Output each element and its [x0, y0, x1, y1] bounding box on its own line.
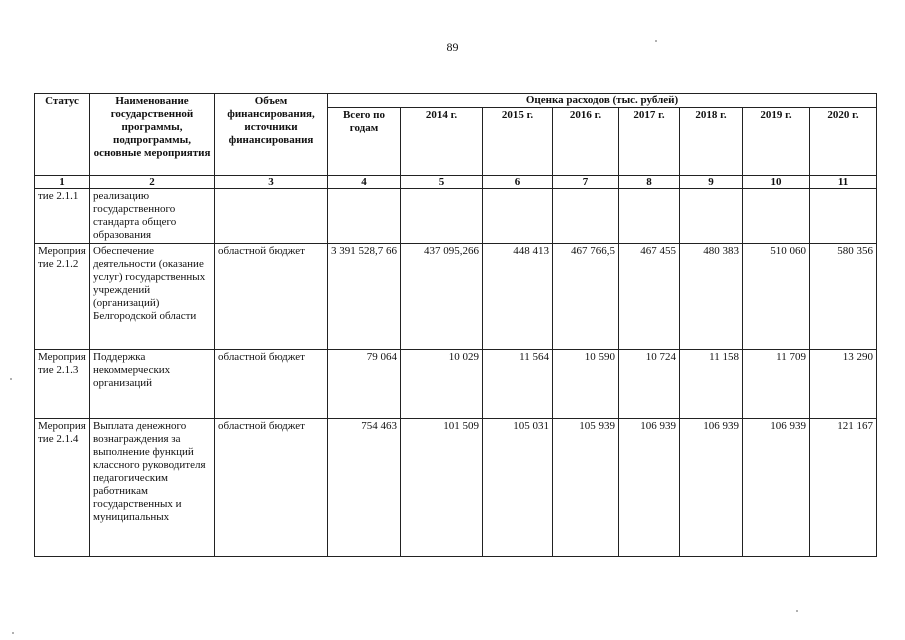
- row-total: 754 463: [328, 419, 401, 557]
- header-year: 2020 г.: [810, 108, 877, 176]
- row-source: [215, 189, 328, 244]
- table-row: [35, 419, 877, 557]
- row-name: Выплата денежного вознаграждения за выполнение функций классного руководителя педагогическим работникам государственных и муниципальных: [90, 419, 215, 557]
- scan-speck: [10, 378, 12, 380]
- row-value: [553, 189, 619, 244]
- header-source: Объем финансирования, источники финансирования: [215, 94, 328, 176]
- row-value: [680, 189, 743, 244]
- row-value: 106 939: [743, 419, 810, 557]
- header-estimate: Оценка расходов (тыс. рублей): [328, 94, 877, 108]
- row-value: 11 158: [680, 350, 743, 419]
- header-name: Наименование государственной программы, подпрограммы, основные мероприятия: [90, 94, 215, 176]
- row-source: областной бюджет: [215, 244, 328, 350]
- row-value: 11 709: [743, 350, 810, 419]
- row-value: 10 590: [553, 350, 619, 419]
- row-value: 11 564: [483, 350, 553, 419]
- column-number: 4: [328, 176, 401, 189]
- row-value: [401, 189, 483, 244]
- row-total: [328, 189, 401, 244]
- row-value: [619, 189, 680, 244]
- row-value: [483, 189, 553, 244]
- row-total: 79 064: [328, 350, 401, 419]
- column-number: 6: [483, 176, 553, 189]
- column-number: 8: [619, 176, 680, 189]
- row-name: Поддержка некоммерческих организаций: [90, 350, 215, 419]
- row-status: Мероприя тие 2.1.3: [35, 350, 90, 419]
- row-value: 106 939: [619, 419, 680, 557]
- header-total: Всего по годам: [328, 108, 401, 176]
- row-value: 448 413: [483, 244, 553, 350]
- table-row: [35, 244, 877, 350]
- row-value: 10 029: [401, 350, 483, 419]
- page-number: 89: [446, 40, 459, 54]
- column-number: 7: [553, 176, 619, 189]
- row-value: 467 766,5: [553, 244, 619, 350]
- header-year: 2019 г.: [743, 108, 810, 176]
- row-value: 510 060: [743, 244, 810, 350]
- header-year: 2016 г.: [553, 108, 619, 176]
- row-status: Мероприя тие 2.1.2: [35, 244, 90, 350]
- row-value: 105 031: [483, 419, 553, 557]
- header-year: 2017 г.: [619, 108, 680, 176]
- row-status: Мероприя тие 2.1.4: [35, 419, 90, 557]
- header-status: Статус: [35, 94, 90, 176]
- column-numbers-row: [35, 176, 877, 189]
- row-total: 3 391 528,7 66: [328, 244, 401, 350]
- row-name: Обеспечение деятельности (оказание услуг) государственных учреждений (организаций) Белгородской области: [90, 244, 215, 350]
- row-value: [810, 189, 877, 244]
- row-value: 437 095,266: [401, 244, 483, 350]
- header-row-1: [35, 94, 877, 108]
- row-value: 13 290: [810, 350, 877, 419]
- table-row: [35, 189, 877, 244]
- budget-table: [34, 93, 877, 557]
- row-status: тие 2.1.1: [35, 189, 90, 244]
- header-year: 2015 г.: [483, 108, 553, 176]
- row-value: 106 939: [680, 419, 743, 557]
- table-row: [35, 350, 877, 419]
- row-value: 480 383: [680, 244, 743, 350]
- row-source: областной бюджет: [215, 350, 328, 419]
- column-number: 10: [743, 176, 810, 189]
- column-number: 2: [90, 176, 215, 189]
- row-value: [743, 189, 810, 244]
- header-year: 2018 г.: [680, 108, 743, 176]
- column-number: 5: [401, 176, 483, 189]
- scan-speck: [796, 610, 798, 612]
- row-value: 580 356: [810, 244, 877, 350]
- row-name: реализацию государственного стандарта общего образования: [90, 189, 215, 244]
- row-value: 10 724: [619, 350, 680, 419]
- row-value: 121 167: [810, 419, 877, 557]
- scan-speck: [12, 632, 14, 634]
- row-value: 105 939: [553, 419, 619, 557]
- header-year: 2014 г.: [401, 108, 483, 176]
- row-value: 101 509: [401, 419, 483, 557]
- column-number: 11: [810, 176, 877, 189]
- column-number: 1: [35, 176, 90, 189]
- scan-speck: [655, 40, 657, 42]
- column-number: 9: [680, 176, 743, 189]
- column-number: 3: [215, 176, 328, 189]
- row-value: 467 455: [619, 244, 680, 350]
- row-source: областной бюджет: [215, 419, 328, 557]
